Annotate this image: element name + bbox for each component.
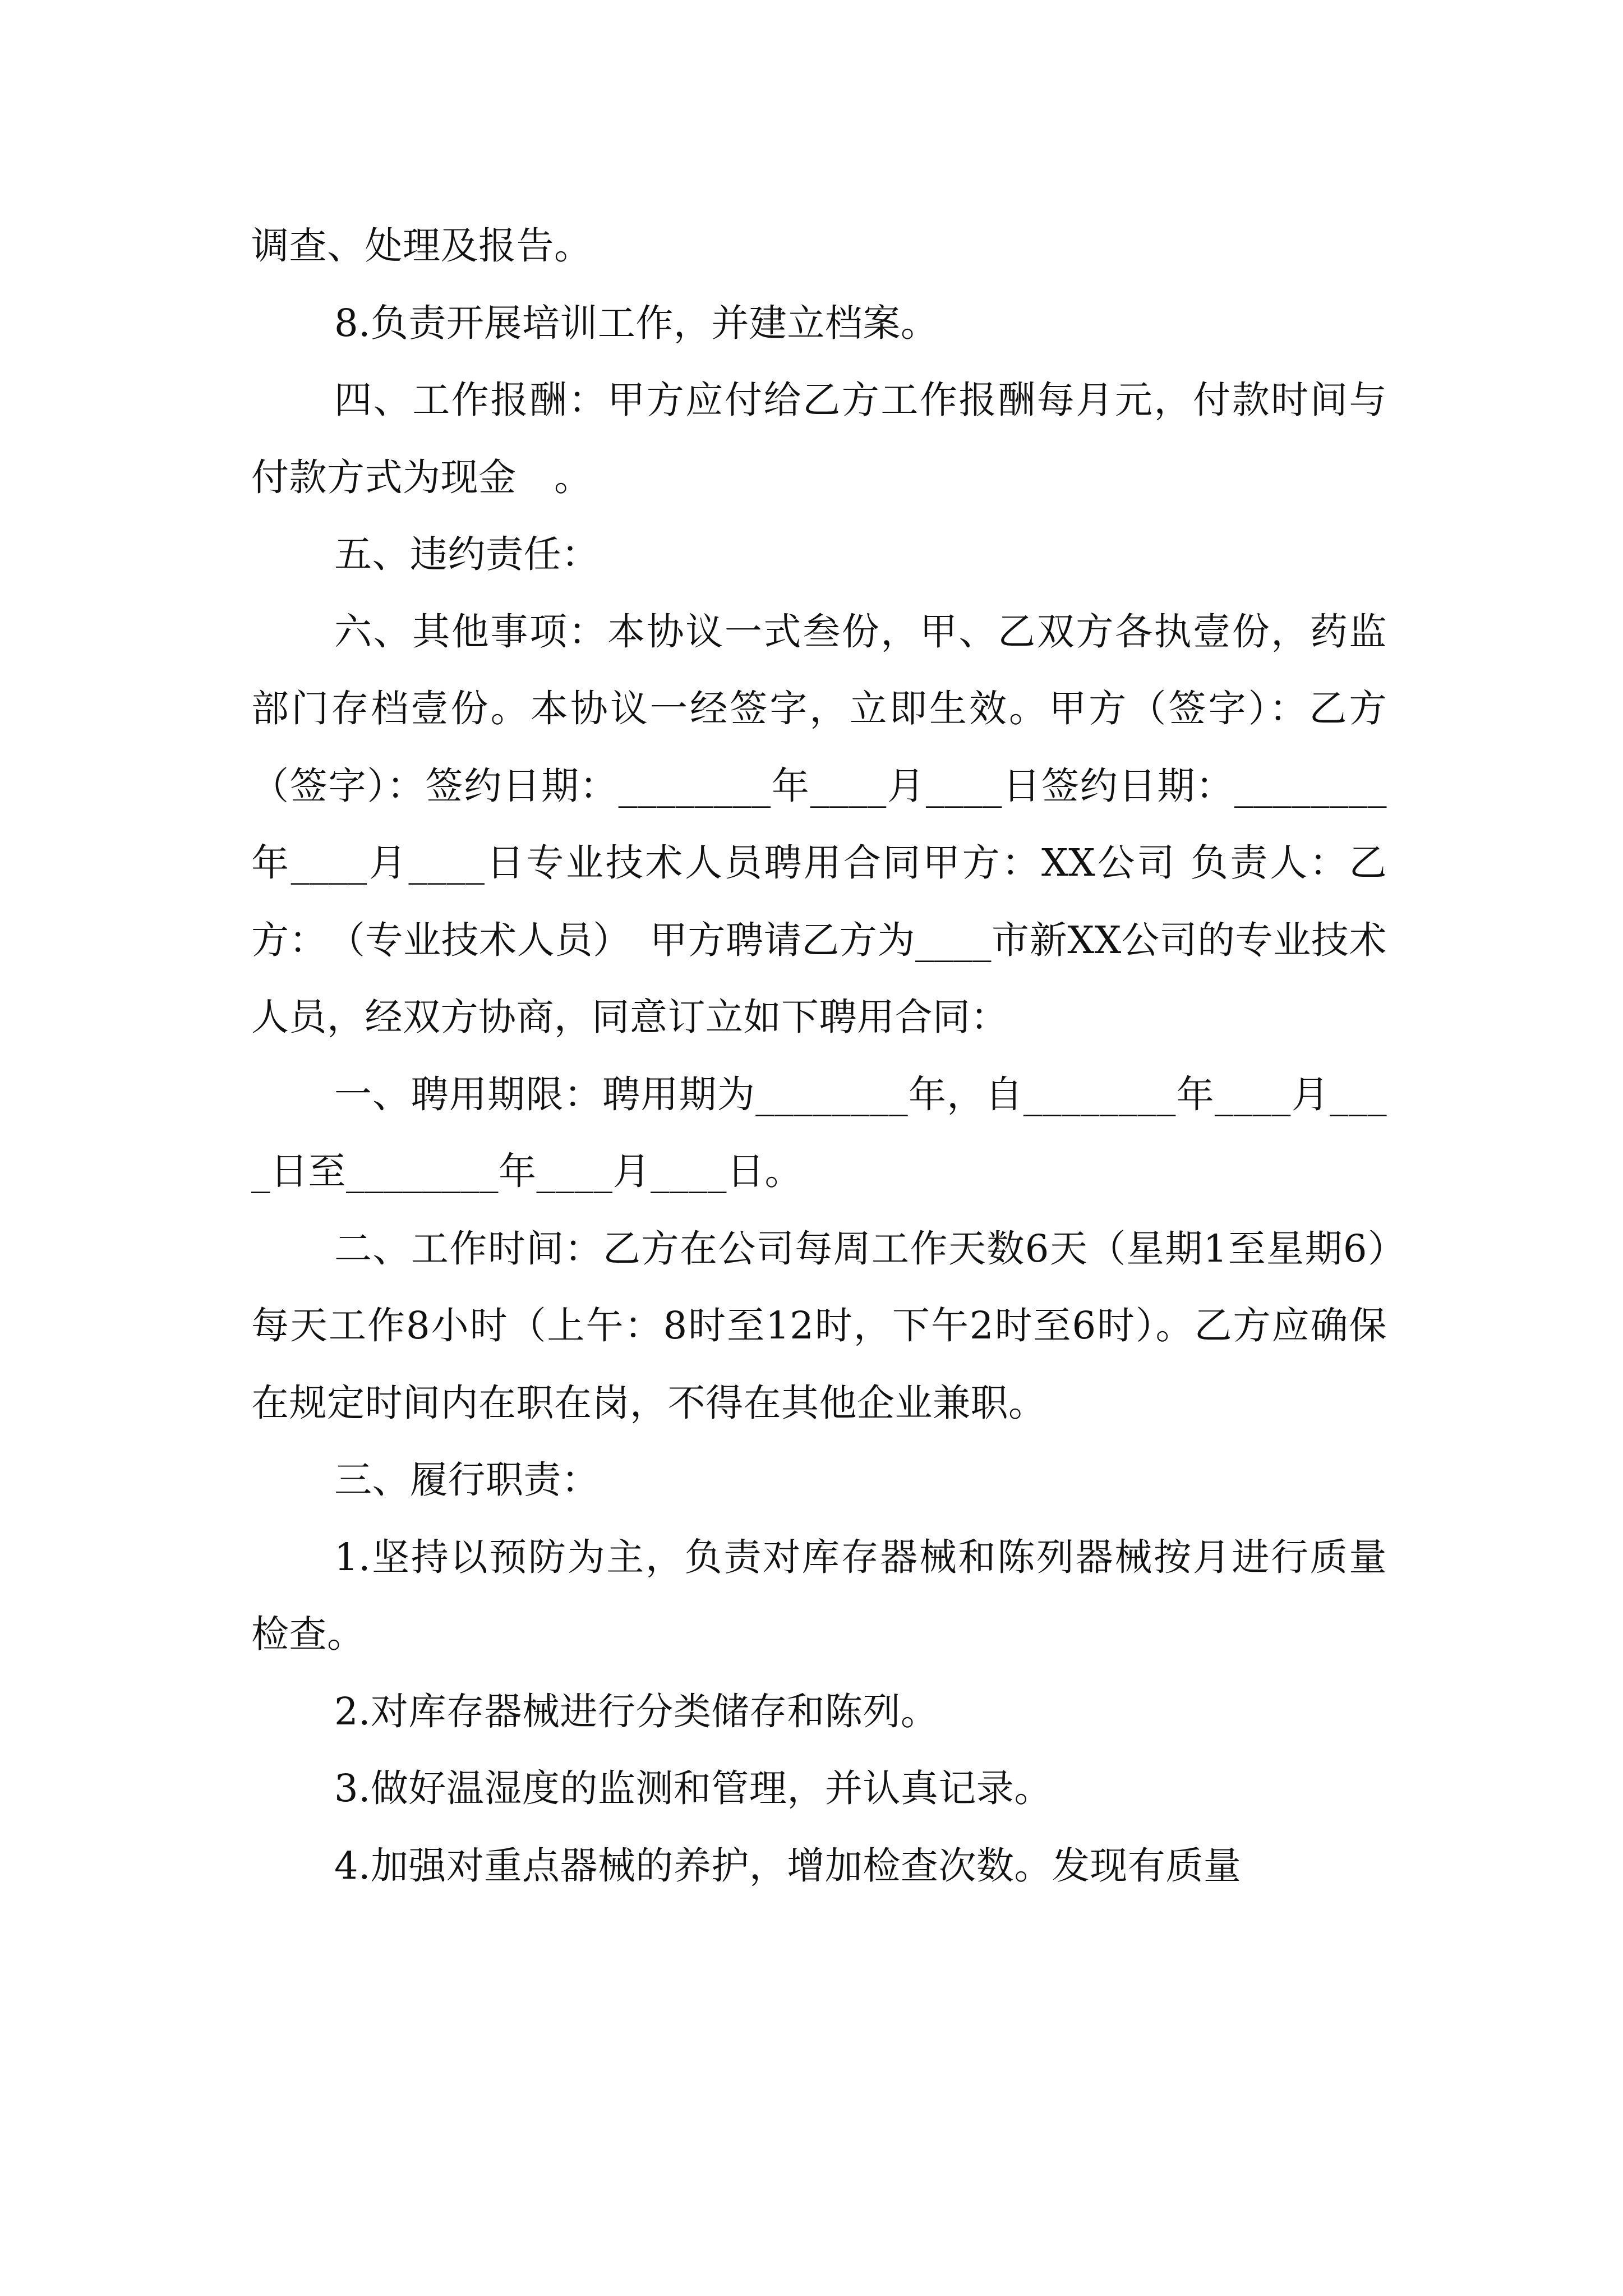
paragraph: 1.坚持以预防为主，负责对库存器械和陈列器械按月进行质量检查。 [251, 1535, 1387, 1656]
paragraph: 调查、处理及报告。 [251, 224, 592, 268]
paragraph: 2.对库存器械进行分类储存和陈列。 [334, 1689, 939, 1733]
paragraph: 五、违约责任： [334, 532, 600, 576]
paragraph: 三、履行职责： [334, 1458, 600, 1502]
paragraph: 8.负责开展培训工作，并建立档案。 [334, 301, 939, 345]
paragraph: 3.做好温湿度的监测和管理，并认真记录。 [334, 1766, 1052, 1810]
paragraph: 4.加强对重点器械的养护，增加检查次数。发现有质量 [334, 1843, 1242, 1888]
paragraph: 六、其他事项：本协议一式叁份，甲、乙双方各执壹份，药监部门存档壹份。本协议一经签字，立即生效。甲方（签字）：乙方（签字）：签约日期：________年____月____日签约日期：________年____月____日专业技术人员聘用合同甲方：XX公司 负责人：乙方： （专业技术人员） 甲方聘请乙方为____市新XX公司的专业技术人员，经双方协商，同意订立如下聘用合同： [251, 609, 1387, 1039]
paragraph: 一、聘用期限：聘用期为________年，自________年____月____日至________年____月____日。 [251, 1072, 1387, 1193]
document-body [251, 208, 1387, 1904]
paragraph: 四、工作报酬：甲方应付给乙方工作报酬每月元，付款时间与付款方式为现金 。 [251, 378, 1387, 499]
paragraph: 二、工作时间：乙方在公司每周工作天数6天（星期1至星期6）每天工作8小时（上午：8时至12时，下午2时至6时）。乙方应确保在规定时间内在职在岗，不得在其他企业兼职。 [251, 1226, 1387, 1425]
